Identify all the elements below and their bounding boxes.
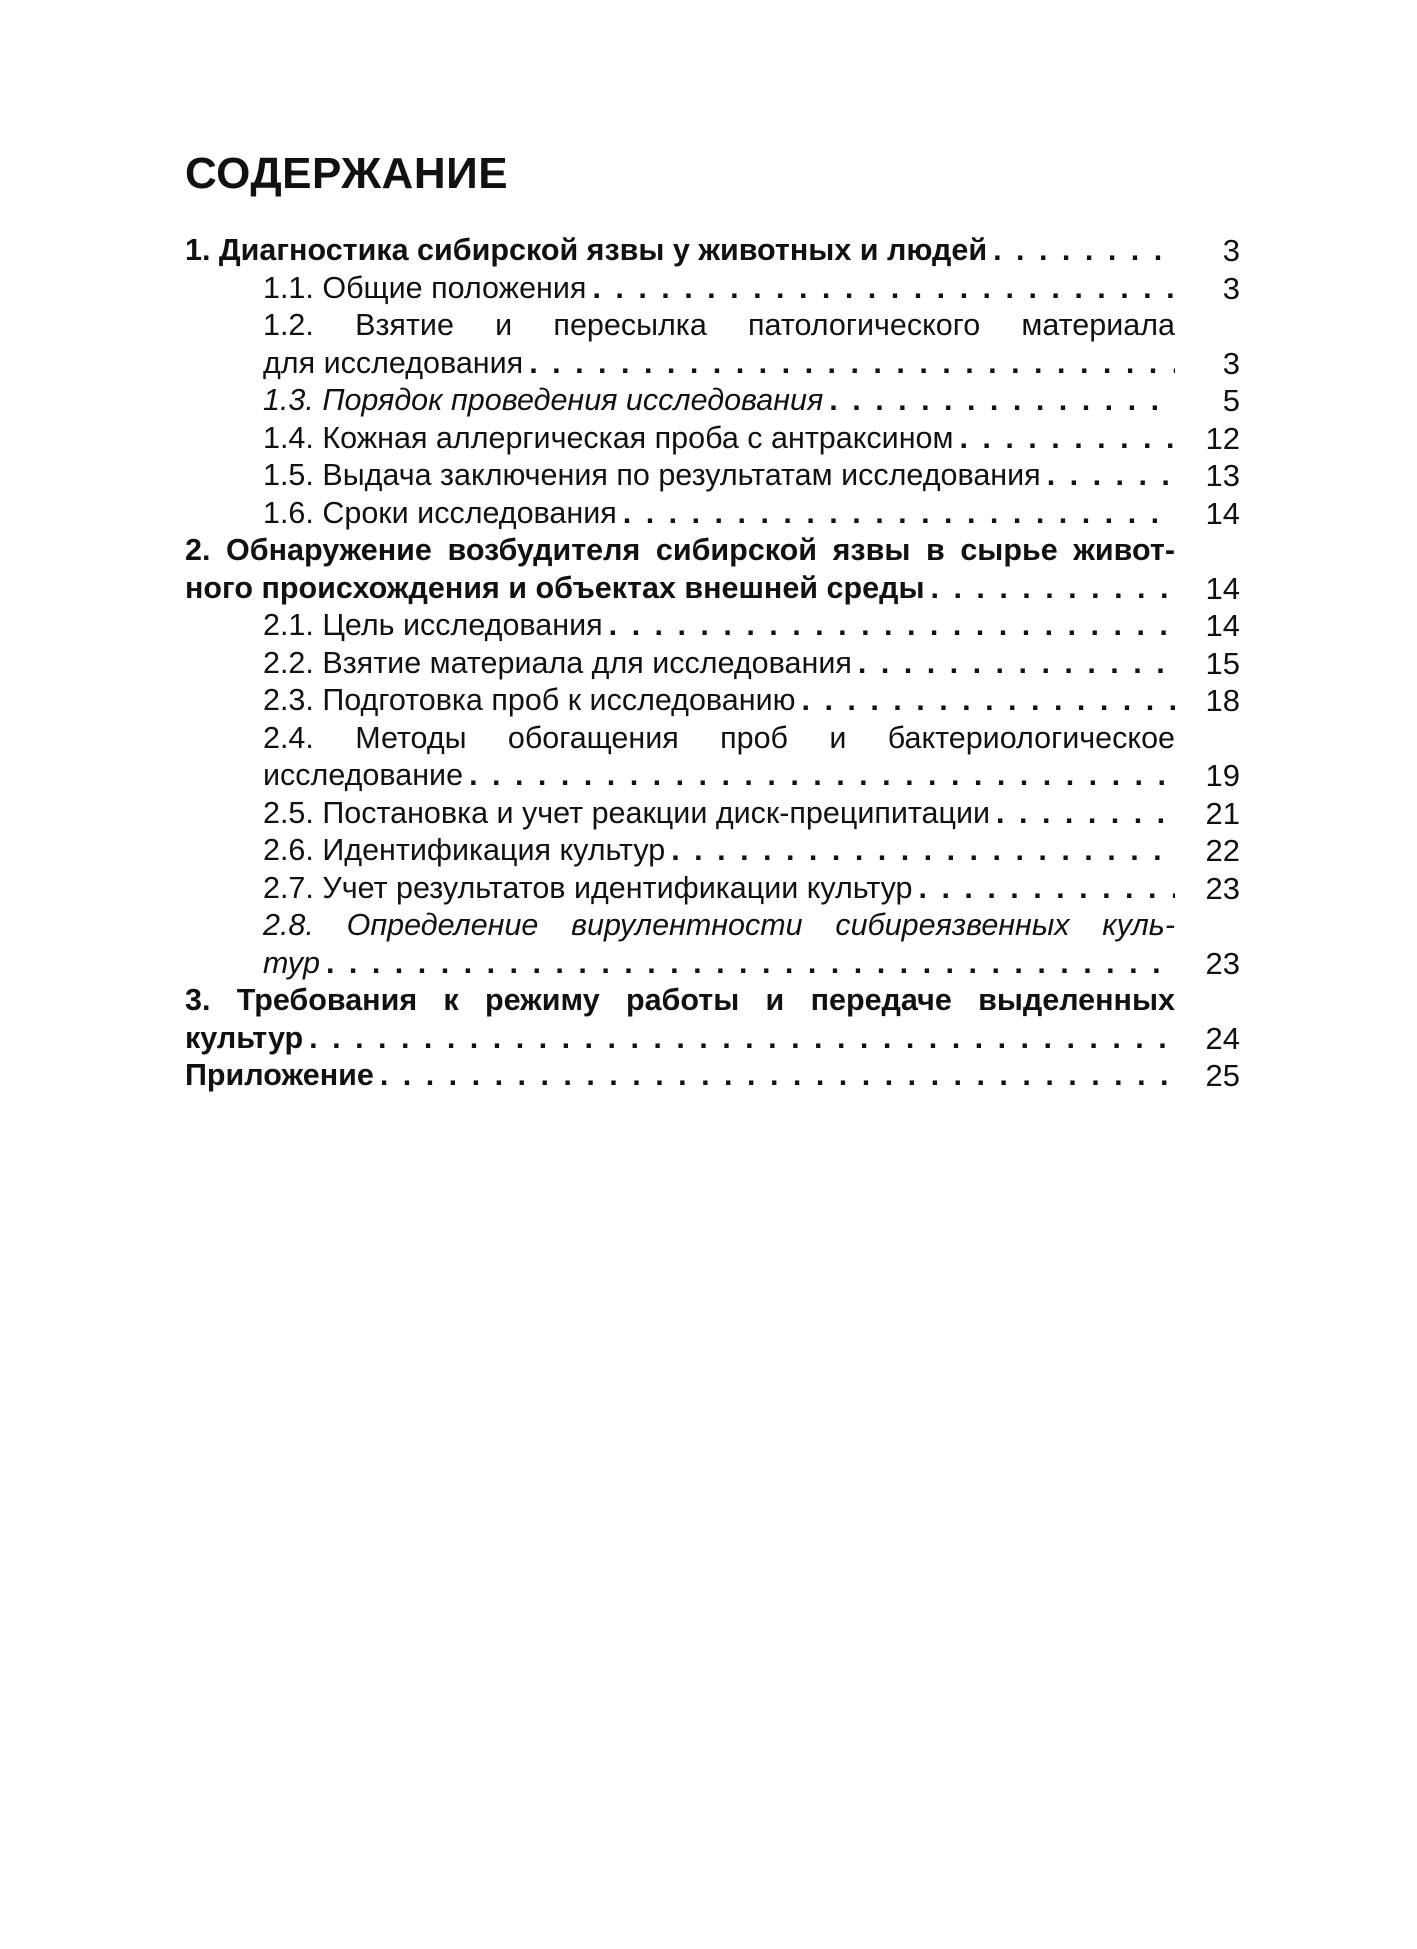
dot-leader xyxy=(665,832,1175,870)
toc-page-number: 14 xyxy=(1205,608,1240,643)
dot-leader xyxy=(852,645,1175,683)
toc-entry xyxy=(185,420,1240,458)
toc-page-number: 3 xyxy=(1222,233,1240,268)
toc-entry-title: 2.1. Цель исследования xyxy=(263,608,603,642)
toc-entry xyxy=(185,532,1240,607)
dot-leader xyxy=(586,270,1175,308)
toc-page-number: 14 xyxy=(1205,570,1240,606)
dot-leader xyxy=(1041,457,1175,495)
toc-entry xyxy=(185,645,1240,683)
table-of-contents xyxy=(185,232,1240,1095)
toc-entry-title: ного происхождения и объектах внешней среды xyxy=(185,570,925,605)
toc-page-number: 21 xyxy=(1205,795,1240,831)
toc-entry-title: для исследования xyxy=(263,345,524,380)
toc-entry-title: 1.4. Кожная аллергическая проба с антраксином xyxy=(263,420,954,455)
toc-entry-title-line: 2.8. Определение вирулентности сибиреязвенных куль- xyxy=(263,908,1175,942)
toc-entry xyxy=(185,607,1240,645)
dot-leader xyxy=(823,382,1175,420)
dot-leader xyxy=(320,945,1175,983)
dot-leader xyxy=(990,795,1175,833)
toc-entry xyxy=(185,720,1240,795)
toc-entry xyxy=(185,307,1240,382)
toc-entry-title: 1.1. Общие положения xyxy=(263,270,587,305)
toc-page-number: 14 xyxy=(1205,495,1240,531)
toc-entry xyxy=(185,270,1240,308)
toc-entry xyxy=(185,382,1240,420)
toc-page-number: 18 xyxy=(1205,683,1240,718)
toc-entry xyxy=(185,907,1240,982)
toc-entry xyxy=(185,1057,1240,1095)
toc-entry-title: 2.2. Взятие материала для исследования xyxy=(263,645,852,680)
dot-leader xyxy=(303,1020,1175,1058)
page-title: СОДЕРЖАНИЕ xyxy=(185,149,509,198)
toc-entry-title: 2.7. Учет результатов идентификации культур xyxy=(263,870,913,905)
toc-page-number: 23 xyxy=(1205,870,1240,906)
toc-page-number: 13 xyxy=(1205,458,1240,493)
toc-entry-title: 1. Диагностика сибирской язвы у животных и людей xyxy=(185,233,988,267)
toc-entry-title: 2.3. Подготовка проб к исследованию xyxy=(263,683,796,717)
toc-page-number: 3 xyxy=(1222,345,1240,381)
toc-entry xyxy=(185,457,1240,495)
toc-page-number: 25 xyxy=(1205,1058,1240,1093)
dot-leader xyxy=(463,757,1175,795)
toc-entry xyxy=(185,982,1240,1057)
toc-entry-title: 1.6. Сроки исследования xyxy=(263,495,617,530)
toc-page-number: 22 xyxy=(1205,833,1240,868)
toc-page-number: 15 xyxy=(1205,645,1240,681)
toc-entry xyxy=(185,495,1240,533)
toc-entry-title-line: 2.4. Методы обогащения проб и бактериологическое xyxy=(263,720,1175,755)
dot-leader xyxy=(796,682,1175,720)
toc-page-number: 23 xyxy=(1205,945,1240,981)
toc-entry xyxy=(185,232,1240,270)
toc-page-number: 5 xyxy=(1222,383,1240,418)
dot-leader xyxy=(374,1057,1175,1095)
dot-leader xyxy=(925,570,1176,608)
toc-entry-title: Приложение xyxy=(185,1058,374,1092)
toc-entry-title-line: 3. Требования к режиму работы и передаче выделенных xyxy=(185,983,1175,1017)
dot-leader xyxy=(617,495,1175,533)
dot-leader xyxy=(913,870,1176,908)
toc-entry-title: 2.6. Идентификация культур xyxy=(263,833,666,867)
toc-page-number: 3 xyxy=(1222,270,1240,306)
toc-entry xyxy=(185,832,1240,870)
toc-entry-title: 2.5. Постановка и учет реакции диск-преципитации xyxy=(263,795,991,830)
toc-entry-title: 1.5. Выдача заключения по результатам исследования xyxy=(263,458,1041,492)
toc-page-number: 24 xyxy=(1205,1020,1240,1056)
toc-entry xyxy=(185,870,1240,908)
toc-entry xyxy=(185,682,1240,720)
toc-entry-title: тур xyxy=(263,945,320,980)
toc-entry-title: культур xyxy=(185,1020,304,1055)
dot-leader xyxy=(523,345,1175,383)
toc-entry-title: 1.3. Порядок проведения исследования xyxy=(263,383,824,417)
dot-leader xyxy=(953,420,1175,458)
toc-page-number: 12 xyxy=(1205,420,1240,456)
toc-entry-title-line: 1.2. Взятие и пересылка патологического материала xyxy=(263,308,1175,342)
toc-entry-title: исследование xyxy=(263,758,464,792)
dot-leader xyxy=(603,607,1175,645)
toc-entry-title-line: 2. Обнаружение возбудителя сибирской язвы в сырье живот- xyxy=(185,533,1175,567)
dot-leader xyxy=(987,232,1175,270)
toc-entry xyxy=(185,795,1240,833)
toc-page-number: 19 xyxy=(1205,758,1240,793)
